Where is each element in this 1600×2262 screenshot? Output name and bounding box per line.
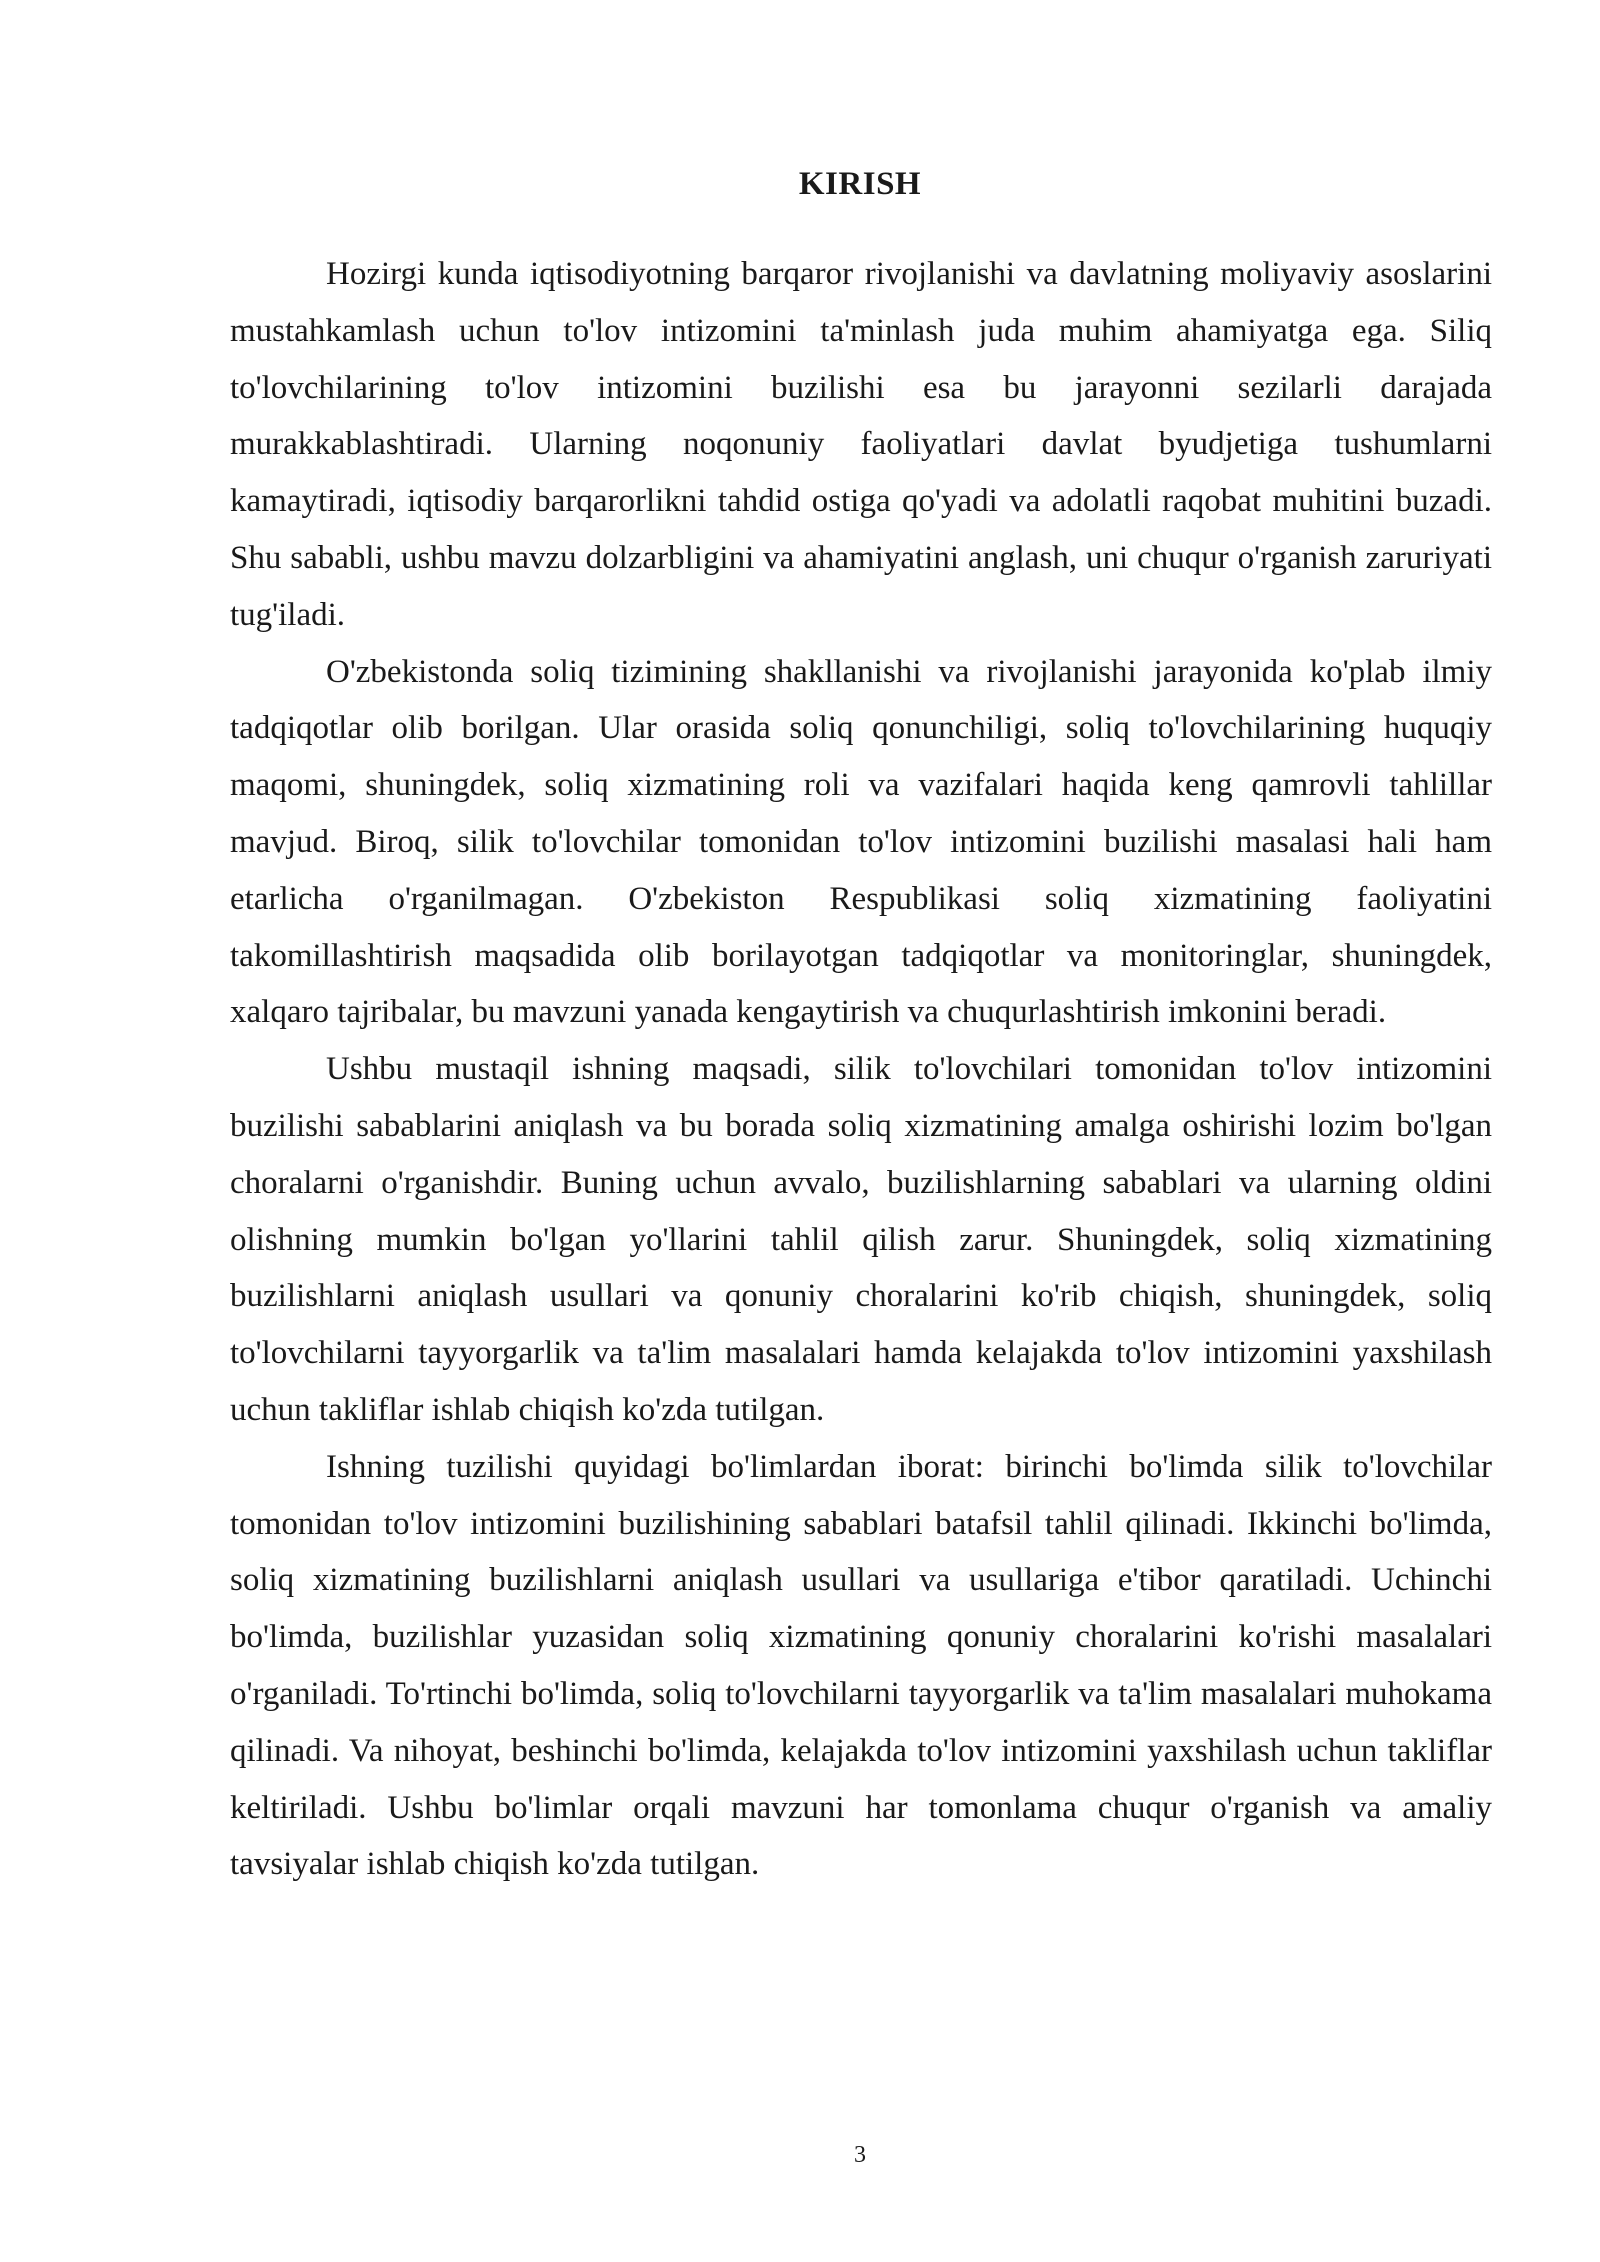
paragraph-structure: Ishning tuzilishi quyidagi bo'limlardan iborat: birinchi bo'limda silik to'lovchilar tomonidan to'lov intizomini buzilishining sabablari batafsil tahlil qilinadi. Ikkinchi bo'limda, soliq xizmatining buzilishlarni aniqlash usullari va usullariga e'tibor qaratiladi. Uchinchi bo'limda, buzilishlar yuzasidan soliq xizmatining qonuniy choralarini ko'rishi masalalari o'rganiladi. To'rtinchi bo'limda, soliq to'lovchilarni tayyorgarlik va ta'lim masalalari muhokama qilinadi. Va nihoyat, beshinchi bo'limda, kelajakda to'lov intizomini yaxshilash uchun takliflar keltiriladi. Ushbu bo'limlar orqali mavzuni har tomonlama chuqur o'rganish va amaliy tavsiyalar ishlab chiqish ko'zda tutilgan. [230, 1448, 1492, 1883]
paragraph-goal: Ushbu mustaqil ishning maqsadi, silik to'lovchilari tomonidan to'lov intizomini buzilishi sabablarini aniqlash va bu borada soliq xizmatining amalga oshirishi lozim bo'lgan choralarni o'rganishdir. Buning uchun avvalo, buzilishlarning sabablari va ularning oldini olishning mumkin bo'lgan yo'llarini tahlil qilish zarur. Shuningdek, soliq xizmatining buzilishlarni aniqlash usullari va qonuniy choralarini ko'rib chiqish, shuningdek, soliq to'lovchilarni tayyorgarlik va ta'lim masalalari hamda kelajakda to'lov intizomini yaxshilash uchun takliflar ishlab chiqish ko'zda tutilgan. [230, 1051, 1492, 1428]
page-number: 3 [854, 2142, 866, 2168]
paragraph-intro: Hozirgi kunda iqtisodiyotning barqaror rivojlanishi va davlatning moliyaviy asoslarini mustahkamlash uchun to'lov intizomini ta'minlash juda muhim ahamiyatga ega. Siliq to'lovchilarining to'lov intizomini buzilishi esa bu jarayonni sezilarli darajada murakkablashtiradi. Ularning noqonuniy faoliyatlari davlat byudjetiga tushumlarni kamaytiradi, iqtisodiy barqarorlikni tahdid ostiga qo'yadi va adolatli raqobat muhitini buzadi. Shu sababli, ushbu mavzu dolzarbligini va ahamiyatini anglash, uni chuqur o'rganish zaruriyati tug'iladi. [230, 256, 1492, 633]
document-body [230, 246, 1492, 1893]
page-title: KIRISH [798, 166, 922, 202]
paragraph-research-background: O'zbekistonda soliq tizimining shakllanishi va rivojlanishi jarayonida ko'plab ilmiy tadqiqotlar olib borilgan. Ular orasida soliq qonunchiligi, soliq to'lovchilarining huquqiy maqomi, shuningdek, soliq xizmatining roli va vazifalari haqida keng qamrovli tahlillar mavjud. Biroq, silik to'lovchilar tomonidan to'lov intizomini buzilishi masalasi hali ham etarlicha o'rganilmagan. O'zbekiston Respublikasi soliq xizmatining faoliyatini takomillashtirish maqsadida olib borilayotgan tadqiqotlar va monitoringlar, shuningdek, xalqaro tajribalar, bu mavzuni yanada kengaytirish va chuqurlashtirish imkonini beradi. [230, 653, 1492, 1031]
